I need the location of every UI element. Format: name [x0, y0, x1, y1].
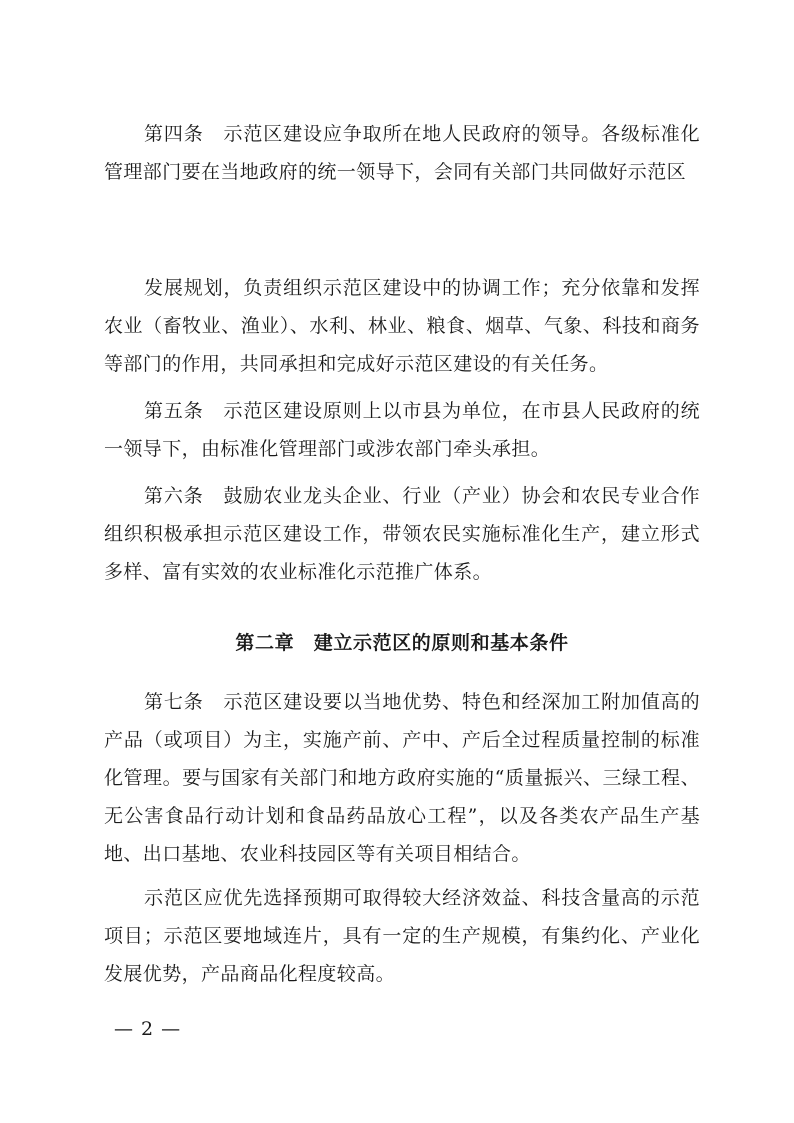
chapter-heading: 第二章 建立示范区的原则和基本条件 — [235, 632, 569, 654]
paragraph-article-7: 第七条 示范区建设要以当地优势、特色和经深加工附加值高的产品（或项目）为主，实施产前、产中、产后全过程质量控制的标准化管理。要与国家有关部门和地方政府实施的“质量振兴、三绿工程、无公害食品行动计划和食品药品放心工程”，以及各类农产品生产基地、出口基地、农业科技园区等有关项目相结合。 — [104, 691, 700, 865]
paragraph-article-5: 第五条 示范区建设原则上以市县为单位，在市县人民政府的统一领导下，由标准化管理部门或涉农部门牵头承担。 — [104, 400, 700, 460]
paragraph-article-4-continued: 发展规划，负责组织示范区建设中的协调工作；充分依靠和发挥农业（畜牧业、渔业）、水利、林业、粮食、烟草、气象、科技和商务等部门的作用，共同承担和完成好示范区建设的有关任务。 — [104, 277, 700, 375]
page-number: — 2 — — [114, 1018, 182, 1040]
paragraph-article-4: 第四条 示范区建设应争取所在地人民政府的领导。各级标准化管理部门要在当地政府的统一领导下，会同有关部门共同做好示范区 — [104, 123, 700, 183]
paragraph-demo-zone-selection: 示范区应优先选择预期可取得较大经济效益、科技含量高的示范项目；示范区要地域连片，具有一定的生产规模，有集约化、产业化发展优势，产品商品化程度较高。 — [104, 887, 700, 985]
paragraph-article-6: 第六条 鼓励农业龙头企业、行业（产业）协会和农民专业合作组织积极承担示范区建设工作，带领农民实施标准化生产，建立形式多样、富有实效的农业标准化示范推广体系。 — [104, 485, 700, 583]
